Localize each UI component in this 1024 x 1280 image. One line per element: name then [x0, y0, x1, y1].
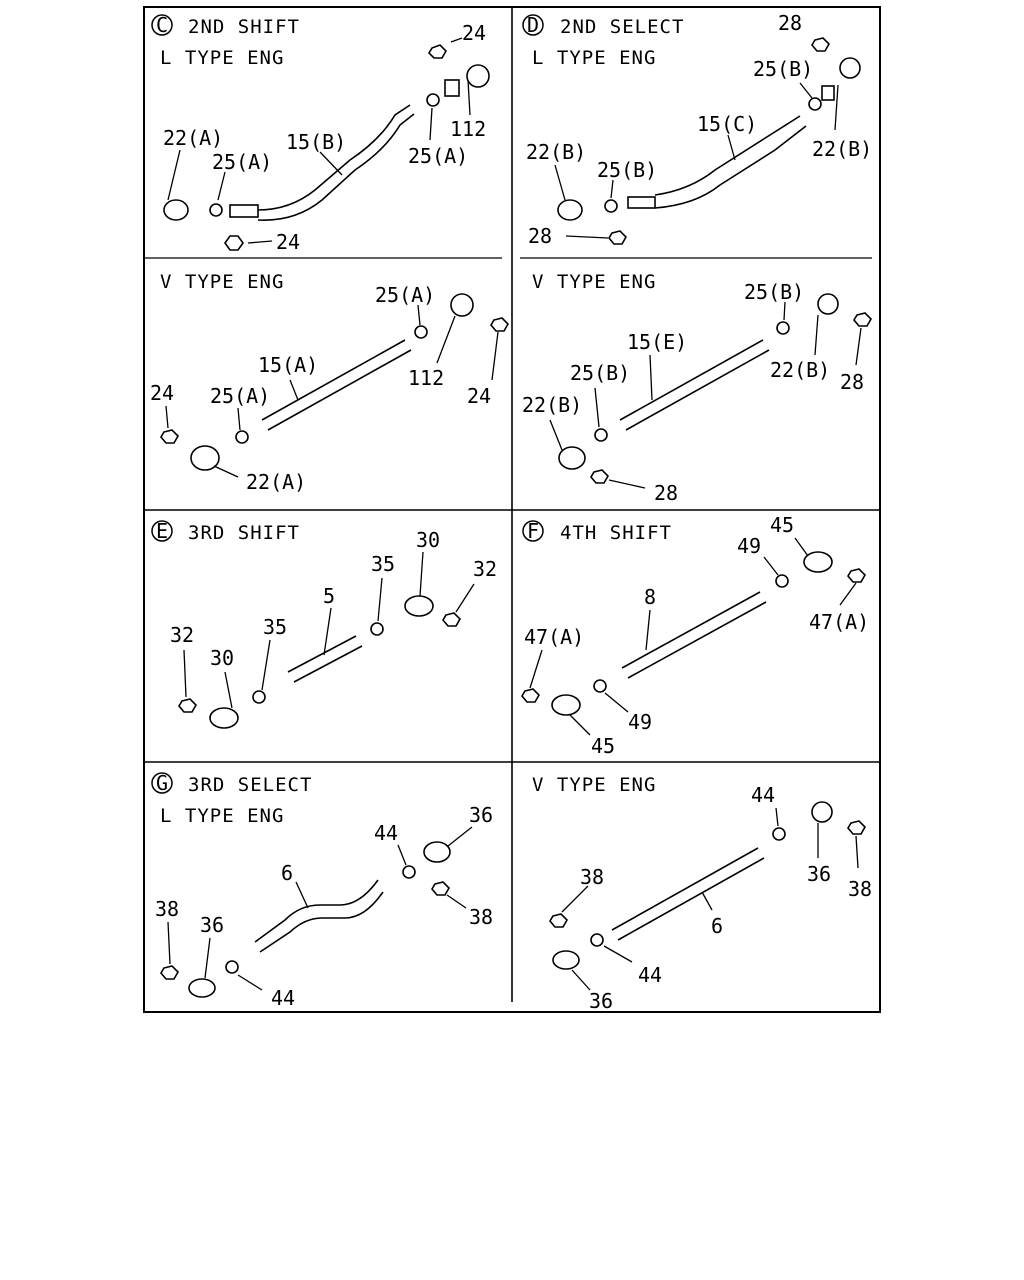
- callout-15a: 15(A): [258, 353, 319, 377]
- callout-8: 8: [644, 585, 657, 609]
- leader: [856, 836, 858, 868]
- rod-8-upper: [622, 592, 760, 668]
- nut-28-top: [812, 38, 829, 51]
- callout-38-v-left: 38: [580, 865, 605, 889]
- leader: [184, 650, 186, 697]
- callout-44-v-top: 44: [751, 783, 776, 807]
- ball-joint-22a: [164, 200, 188, 220]
- leader: [378, 578, 382, 621]
- ball-joint-112-body: [445, 80, 459, 96]
- rod-thread-end: [230, 205, 258, 217]
- ball-joint-22b-v-left: [559, 447, 585, 469]
- callout-36-left: 36: [200, 913, 225, 937]
- nut-24: [225, 236, 243, 250]
- leader: [324, 608, 331, 655]
- callout-25b-left: 25(B): [597, 158, 658, 182]
- leader: [595, 388, 599, 427]
- leader: [815, 315, 818, 355]
- callout-36-v-bottom: 36: [589, 989, 614, 1013]
- rod-thread-end: [628, 197, 655, 208]
- rod-8-lower: [628, 602, 766, 678]
- callout-30-right: 30: [416, 528, 441, 552]
- leader: [420, 552, 423, 596]
- nut-32-left: [179, 699, 196, 712]
- callout-24-v-left: 24: [150, 381, 175, 405]
- nut-25b-v-left: [595, 429, 607, 441]
- ball-joint-30-right: [405, 596, 433, 616]
- leader: [290, 380, 298, 400]
- panel-d-title: 2ND SELECT: [560, 16, 685, 38]
- rod-6-upper: [255, 880, 378, 942]
- leader: [856, 328, 861, 365]
- section-marker-f-letter: F: [526, 519, 540, 543]
- rod-6v-lower: [618, 858, 764, 940]
- callout-49-top: 49: [737, 534, 762, 558]
- ball-joint-36-v-left: [553, 951, 579, 969]
- leader: [166, 406, 168, 428]
- leader: [605, 693, 628, 712]
- nut-35-left: [253, 691, 265, 703]
- ball-joint-22b-v-right: [818, 294, 838, 314]
- leader: [238, 408, 240, 430]
- section-marker-c-letter: C: [155, 13, 169, 37]
- ball-joint-45-right: [804, 552, 832, 572]
- nut-32-right: [443, 613, 460, 626]
- nut-25a-right: [427, 94, 439, 106]
- nut-28: [609, 231, 626, 244]
- panel-e-title: 3RD SHIFT: [188, 522, 300, 544]
- callout-112: 112: [450, 117, 487, 141]
- callout-36-top: 36: [469, 803, 494, 827]
- leader: [609, 480, 645, 488]
- callout-22a: 22(A): [163, 126, 224, 150]
- callout-32-left: 32: [170, 623, 195, 647]
- nut-49-left: [594, 680, 606, 692]
- panel-c-l-type: L TYPE ENG: [160, 47, 285, 69]
- panel-f-title: 4TH SHIFT: [560, 522, 672, 544]
- panel-c-2nd-shift: [150, 13, 508, 494]
- panel-c-v-type: V TYPE ENG: [160, 271, 285, 293]
- callout-24-bottom: 24: [276, 230, 301, 254]
- callout-15b: 15(B): [286, 130, 347, 154]
- callout-5: 5: [323, 584, 336, 608]
- panel-e-3rd-shift: [152, 519, 497, 728]
- nut-47a-right: [848, 569, 865, 582]
- leader: [225, 672, 232, 708]
- callout-22b-left: 22(B): [526, 140, 587, 164]
- rod-15c-lower: [655, 126, 806, 208]
- leader: [530, 650, 542, 688]
- callout-38-left: 38: [155, 897, 180, 921]
- panel-f-4th-shift: [522, 513, 869, 758]
- callout-22b-v-left: 22(B): [522, 393, 583, 417]
- ball-joint-112: [467, 65, 489, 87]
- leader: [248, 241, 272, 243]
- callout-22b-right: 22(B): [812, 137, 873, 161]
- leader: [611, 180, 613, 198]
- leader: [218, 172, 225, 200]
- leader: [764, 557, 778, 575]
- leader: [702, 892, 712, 910]
- nut-38-right: [432, 882, 449, 895]
- ball-joint-22b-right: [840, 58, 860, 78]
- leader: [784, 302, 785, 320]
- nut-44-v-right: [773, 828, 785, 840]
- leader: [800, 83, 812, 98]
- leader: [562, 886, 588, 912]
- leader: [550, 420, 562, 450]
- leader: [214, 466, 238, 477]
- leader: [468, 80, 470, 115]
- leader: [795, 538, 808, 556]
- callout-25b-v-left: 25(B): [570, 361, 631, 385]
- rod-6v-upper: [612, 848, 758, 930]
- leader: [840, 583, 856, 605]
- leader: [168, 150, 180, 200]
- leader: [492, 332, 498, 380]
- callout-6-left: 6: [281, 861, 294, 885]
- leader: [456, 584, 474, 612]
- nut-25b-right: [809, 98, 821, 110]
- nut-28-v-right: [854, 313, 871, 326]
- panel-g-title: 3RD SELECT: [188, 774, 313, 796]
- nut-24-v-right: [491, 318, 508, 331]
- section-marker-d-letter: D: [526, 13, 540, 37]
- callout-35-left: 35: [263, 615, 288, 639]
- callout-6-v: 6: [711, 914, 724, 938]
- callout-15e: 15(E): [627, 330, 688, 354]
- callout-28-v-bottom: 28: [654, 481, 679, 505]
- leader: [262, 640, 270, 690]
- callout-49-bottom: 49: [628, 710, 653, 734]
- rod-6-lower: [260, 892, 383, 952]
- leader: [448, 827, 472, 846]
- nut-47a-left: [522, 689, 539, 702]
- ball-joint-22b-right-body: [822, 86, 834, 100]
- leader: [418, 305, 420, 325]
- callout-45-top: 45: [770, 513, 795, 537]
- ball-joint-112-v: [451, 294, 473, 316]
- rod-15b-upper: [258, 105, 410, 210]
- leader: [296, 882, 308, 908]
- callout-44-top: 44: [374, 821, 399, 845]
- rod-15a-upper: [262, 340, 405, 420]
- callout-22a-v: 22(A): [246, 470, 307, 494]
- leader: [572, 970, 590, 990]
- ball-joint-45-left: [552, 695, 580, 715]
- ball-joint-22b: [558, 200, 582, 220]
- nut-25b: [605, 200, 617, 212]
- leader: [650, 355, 652, 400]
- callout-28-v-right: 28: [840, 370, 865, 394]
- panel-g-l-type: L TYPE ENG: [160, 805, 285, 827]
- leader: [570, 715, 590, 735]
- nut-25a: [210, 204, 222, 216]
- section-marker-g-letter: G: [155, 771, 169, 795]
- leader: [604, 946, 632, 962]
- callout-25a-v-left: 25(A): [210, 384, 271, 408]
- callout-22b-v-right: 22(B): [770, 358, 831, 382]
- leader: [776, 808, 778, 826]
- callout-28-top: 28: [778, 11, 803, 35]
- leader: [728, 135, 735, 160]
- panel-c-title: 2ND SHIFT: [188, 16, 300, 38]
- callout-44-left: 44: [271, 986, 296, 1010]
- leader: [451, 38, 462, 42]
- leader: [205, 938, 210, 978]
- callout-25a-left: 25(A): [212, 150, 273, 174]
- callout-47a-left: 47(A): [524, 625, 585, 649]
- callout-15c: 15(C): [697, 112, 758, 136]
- ball-joint-36-left: [189, 979, 215, 997]
- leader: [566, 236, 608, 238]
- leader: [437, 316, 455, 363]
- callout-25a-v-top: 25(A): [375, 283, 436, 307]
- callout-24-v-right: 24: [467, 384, 492, 408]
- leader: [320, 152, 342, 175]
- ball-joint-36-right: [424, 842, 450, 862]
- panel-d-v-type: V TYPE ENG: [532, 271, 657, 293]
- callout-25b-v-top: 25(B): [744, 280, 805, 304]
- callout-44-v-bottom: 44: [638, 963, 663, 987]
- leader: [447, 895, 466, 908]
- nut-38-left: [161, 966, 178, 979]
- callout-30-left: 30: [210, 646, 235, 670]
- nut-25a-v-right: [415, 326, 427, 338]
- nut-35-right: [371, 623, 383, 635]
- callout-36-v-right: 36: [807, 862, 832, 886]
- callout-32-right: 32: [473, 557, 498, 581]
- nut-38-v-left: [550, 914, 567, 927]
- nut-28-v-bottom: [591, 470, 608, 483]
- rod-15e-lower: [626, 350, 769, 430]
- callout-35-right: 35: [371, 552, 396, 576]
- section-marker-e-letter: E: [155, 519, 169, 543]
- callout-25a-right: 25(A): [408, 144, 469, 168]
- leader: [646, 610, 650, 650]
- callout-47a-right: 47(A): [809, 610, 870, 634]
- nut-38-v-right: [848, 821, 865, 834]
- nut-25b-v-right: [777, 322, 789, 334]
- panel-d-l-type: L TYPE ENG: [532, 47, 657, 69]
- callout-112-v: 112: [408, 366, 445, 390]
- leader: [168, 922, 170, 964]
- nut-49-right: [776, 575, 788, 587]
- ball-joint-36-v-right: [812, 802, 832, 822]
- nut-25a-v-left: [236, 431, 248, 443]
- leader: [555, 165, 565, 200]
- callout-38-right: 38: [469, 905, 494, 929]
- callout-38-v-right: 38: [848, 877, 873, 901]
- nut-44-left: [226, 961, 238, 973]
- nut-44-right: [403, 866, 415, 878]
- panel-g-v-type: V TYPE ENG: [532, 774, 657, 796]
- callout-24: 24: [462, 21, 487, 45]
- callout-45-bottom: 45: [591, 734, 616, 758]
- callout-25b-top: 25(B): [753, 57, 814, 81]
- leader: [430, 108, 432, 140]
- nut-44-v-left: [591, 934, 603, 946]
- nut-24-top: [429, 45, 446, 58]
- leader: [398, 845, 406, 865]
- leader: [238, 975, 262, 990]
- leader: [835, 85, 838, 130]
- callout-28-left: 28: [528, 224, 553, 248]
- nut-24-v-left: [161, 430, 178, 443]
- ball-joint-30-left: [210, 708, 238, 728]
